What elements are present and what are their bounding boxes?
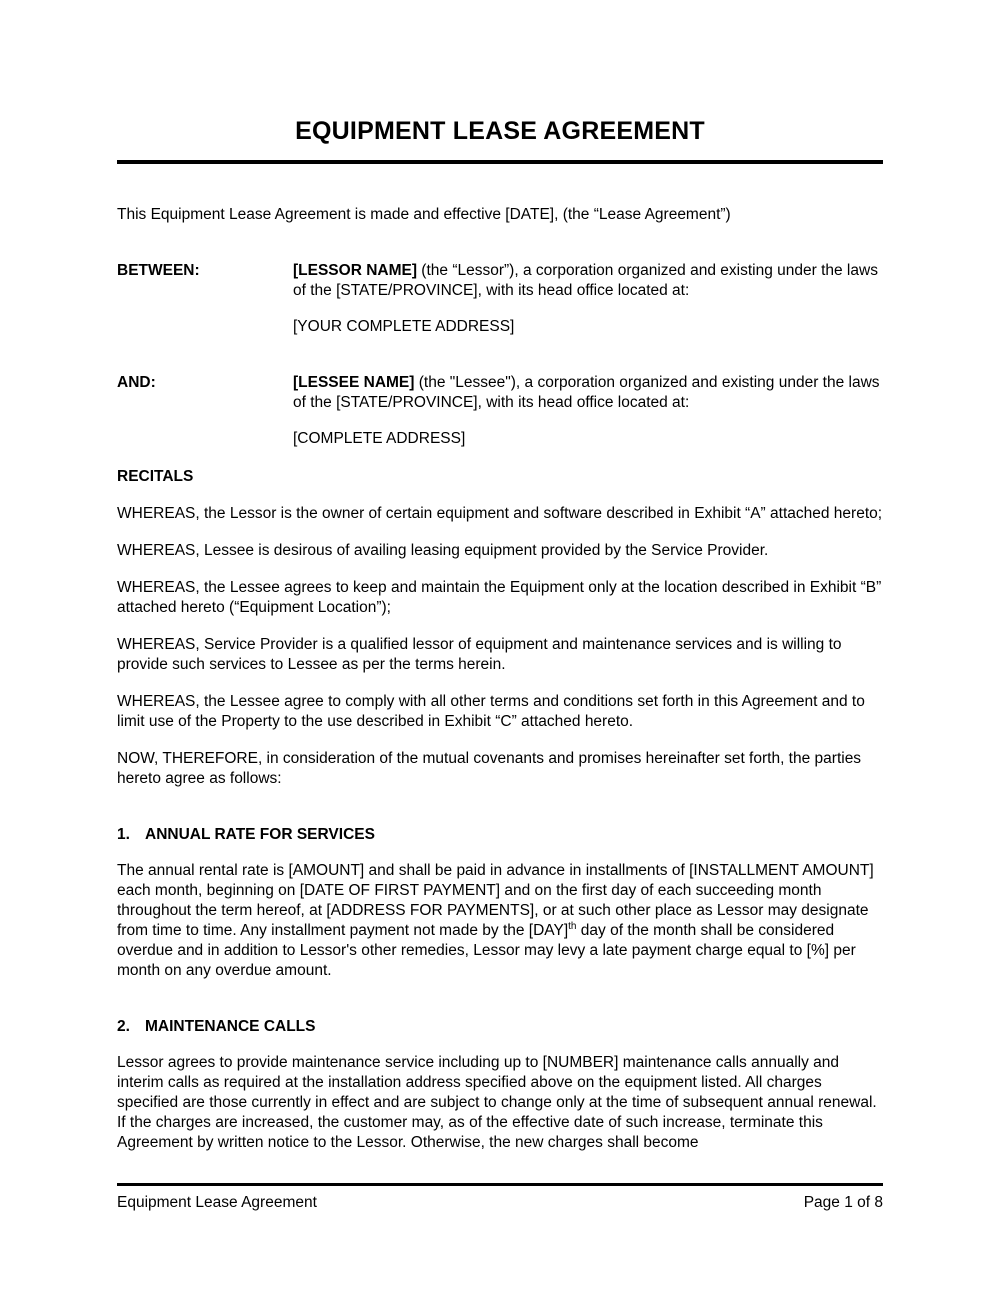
section-1-heading bbox=[117, 825, 883, 845]
section-1-body-text-continued: day of the month shall be considered overdue and in addition to Lessor's other remedies, Lessor may levy a late payment charge equal to [%] per month on any overdue amount. bbox=[117, 922, 856, 979]
lessor-description bbox=[293, 261, 883, 301]
party-body-lessee bbox=[293, 373, 883, 449]
section-2-number: 2. bbox=[117, 1018, 130, 1035]
lessor-address-placeholder: [YOUR COMPLETE ADDRESS] bbox=[293, 318, 515, 335]
recitals-heading: RECITALS bbox=[117, 468, 194, 485]
recital-paragraph-2: WHEREAS, Lessee is desirous of availing leasing equipment provided by the Service Provider. bbox=[117, 542, 769, 559]
section-1-body bbox=[117, 861, 883, 981]
section-2-heading bbox=[117, 1017, 883, 1037]
party-label-and: AND: bbox=[117, 374, 156, 391]
lessee-description-text: (the "Lessee"), a corporation organized and existing under the laws of the [STATE/PROVINCE], with its head office located at: bbox=[293, 374, 880, 411]
recital-paragraph-1: WHEREAS, the Lessor is the owner of certain equipment and software described in Exhibit “A” attached hereto; bbox=[117, 505, 883, 522]
party-label-between: BETWEEN: bbox=[117, 262, 200, 279]
title-divider bbox=[117, 160, 883, 164]
page-footer bbox=[117, 1183, 883, 1213]
day-ordinal-superscript: th bbox=[568, 920, 577, 932]
lessee-description bbox=[293, 373, 883, 413]
section-1-number: 1. bbox=[117, 826, 130, 843]
recital-paragraph-3: WHEREAS, the Lessee agrees to keep and maintain the Equipment only at the location described in Exhibit “B” attached hereto (“Equipment Location”); bbox=[117, 579, 882, 616]
recital-paragraph-4: WHEREAS, Service Provider is a qualified lessor of equipment and maintenance services and is willing to provide such services to Lessee as per the terms herein. bbox=[117, 636, 842, 673]
intro-paragraph: This Equipment Lease Agreement is made and effective [DATE], (the “Lease Agreement”) bbox=[117, 206, 731, 223]
footer-document-name: Equipment Lease Agreement bbox=[117, 1194, 317, 1211]
party-row-between bbox=[117, 261, 883, 337]
party-row-and bbox=[117, 373, 883, 449]
footer-page-number: Page 1 of 8 bbox=[803, 1194, 883, 1211]
section-1-body-text: The annual rental rate is [AMOUNT] and shall be paid in advance in installments of [INSTALLMENT AMOUNT] each month, beginning on [DATE OF FIRST PAYMENT] and on the first day of each succeeding month throughout the term hereof, at [ADDRESS FOR PAYMENTS], or at such other place as Lessor may designate from time to time. Any installment payment not made by the [DAY] bbox=[117, 862, 874, 939]
section-2-body: Lessor agrees to provide maintenance service including up to [NUMBER] maintenance calls annually and interim calls as required at the installation address specified above on the equipment listed. All charges specified are those currently in effect and are subject to change only at the time of subsequent annual renewal. If the charges are increased, the customer may, as of the effective date of such increase, terminate this Agreement by written notice to the Lessor. Otherwise, the new charges shall become bbox=[117, 1054, 877, 1151]
lessee-name-placeholder: [LESSEE NAME] bbox=[293, 374, 415, 391]
page-title: EQUIPMENT LEASE AGREEMENT bbox=[295, 117, 705, 145]
footer-divider bbox=[117, 1183, 883, 1186]
section-2-title: MAINTENANCE CALLS bbox=[145, 1018, 316, 1035]
party-body-lessor bbox=[293, 261, 883, 337]
section-1-title: ANNUAL RATE FOR SERVICES bbox=[145, 826, 375, 843]
lessor-name-placeholder: [LESSOR NAME] bbox=[293, 262, 417, 279]
recital-paragraph-5: WHEREAS, the Lessee agree to comply with all other terms and conditions set forth in this Agreement and to limit use of the Property to the use described in Exhibit “C” attached hereto. bbox=[117, 693, 865, 730]
lessor-description-text: (the “Lessor”), a corporation organized and existing under the laws of the [STATE/PROVINCE], with its head office located at: bbox=[293, 262, 878, 299]
now-therefore-paragraph: NOW, THEREFORE, in consideration of the mutual covenants and promises hereinafter set forth, the parties hereto agree as follows: bbox=[117, 750, 862, 787]
lessee-address-placeholder: [COMPLETE ADDRESS] bbox=[293, 430, 466, 447]
footer-row bbox=[117, 1193, 883, 1213]
